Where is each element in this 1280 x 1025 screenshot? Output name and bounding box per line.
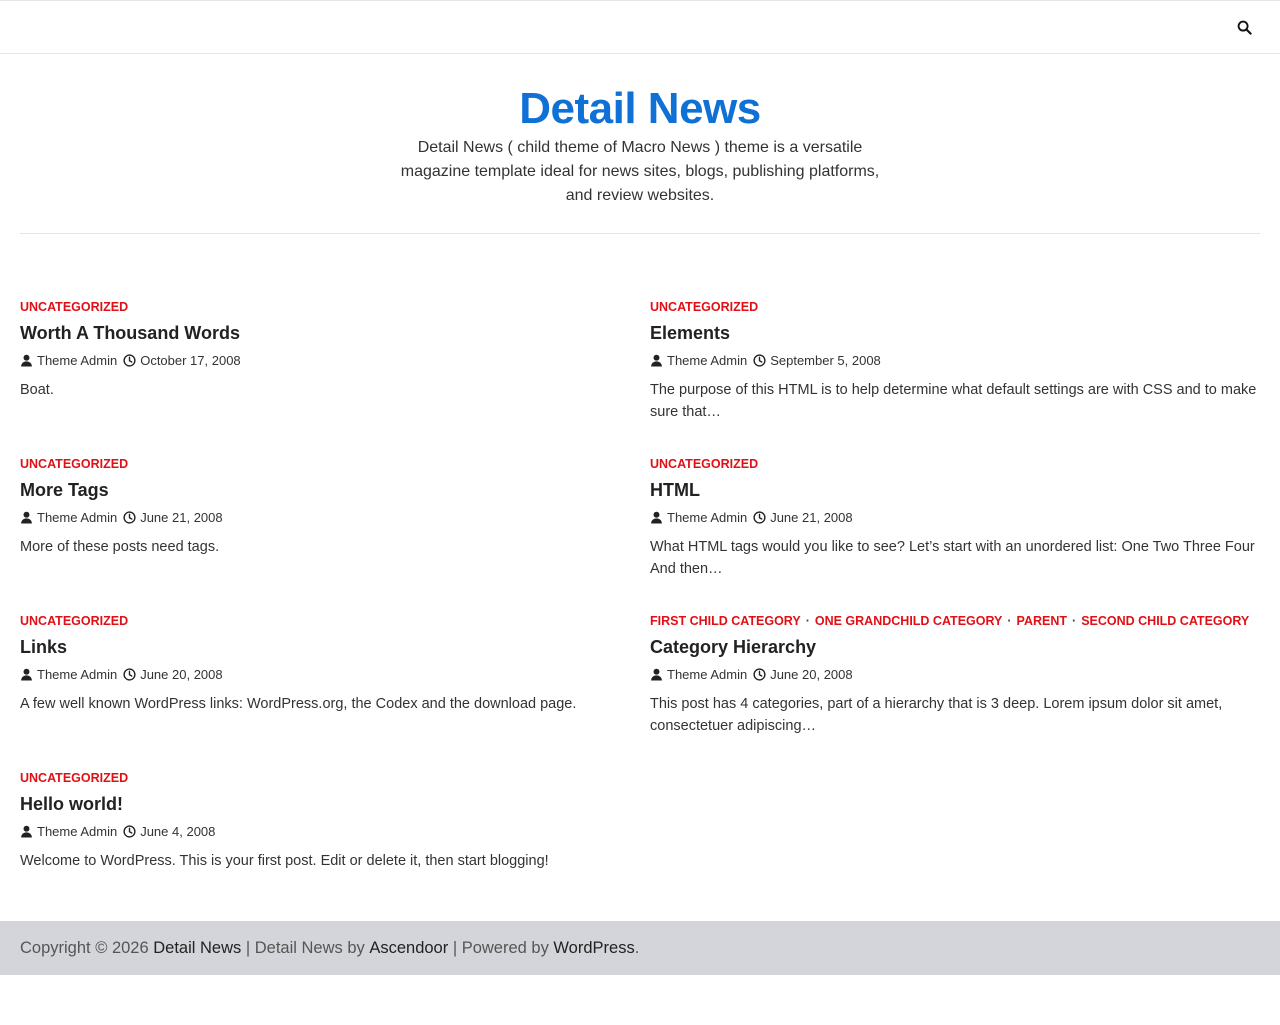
post-meta bbox=[20, 351, 630, 369]
clock-icon bbox=[123, 511, 136, 524]
post-title[interactable]: HTML bbox=[650, 480, 700, 500]
post-title[interactable]: Elements bbox=[650, 323, 731, 343]
site-footer bbox=[0, 921, 1280, 975]
post-card bbox=[20, 456, 630, 559]
post-categories bbox=[20, 456, 630, 472]
category-link[interactable]: PARENT bbox=[1016, 614, 1068, 628]
user-icon bbox=[650, 511, 663, 524]
post-card bbox=[650, 299, 1260, 423]
search-button[interactable] bbox=[1234, 17, 1254, 37]
category-separator: · bbox=[1072, 614, 1077, 628]
footer-wordpress-link[interactable]: WordPress bbox=[553, 938, 635, 957]
post-card bbox=[20, 770, 630, 873]
site-description: Detail News ( child theme of Macro News ) theme is a versatile magazine template ideal for news sites, blogs, publishing platforms, and review websites. bbox=[400, 139, 880, 204]
category-link[interactable]: UNCATEGORIZED bbox=[20, 457, 129, 471]
post-title[interactable]: Hello world! bbox=[20, 794, 123, 814]
post-card bbox=[650, 613, 1260, 737]
post-categories bbox=[650, 456, 1260, 472]
footer-author-link[interactable]: Ascendoor bbox=[369, 938, 449, 957]
clock-icon bbox=[753, 354, 766, 367]
post-date[interactable]: June 4, 2008 bbox=[140, 823, 216, 839]
copyright-text: Copyright © 2026 bbox=[20, 938, 154, 957]
category-link[interactable]: UNCATEGORIZED bbox=[20, 771, 129, 785]
post-date[interactable]: June 20, 2008 bbox=[140, 666, 223, 682]
user-icon bbox=[650, 668, 663, 681]
header-divider bbox=[20, 233, 1260, 234]
post-author[interactable]: Theme Admin bbox=[37, 352, 118, 368]
post-meta bbox=[650, 351, 1260, 369]
post-card bbox=[650, 456, 1260, 580]
post-title[interactable]: More Tags bbox=[20, 480, 109, 500]
clock-icon bbox=[123, 825, 136, 838]
footer-site-link[interactable]: Detail News bbox=[153, 938, 242, 957]
user-icon bbox=[20, 354, 33, 367]
post-card bbox=[20, 299, 630, 402]
category-link[interactable]: ONE GRANDCHILD CATEGORY bbox=[814, 614, 1003, 628]
user-icon bbox=[20, 825, 33, 838]
post-title[interactable]: Worth A Thousand Words bbox=[20, 323, 240, 343]
footer-suffix: . bbox=[634, 938, 640, 957]
post-excerpt: The purpose of this HTML is to help determine what default settings are with CSS and to make sure that… bbox=[650, 382, 1257, 420]
category-link[interactable]: UNCATEGORIZED bbox=[650, 300, 759, 314]
clock-icon bbox=[753, 511, 766, 524]
clock-icon bbox=[123, 668, 136, 681]
post-excerpt: A few well known WordPress links: WordPress.org, the Codex and the download page. bbox=[20, 696, 577, 712]
post-date[interactable]: October 17, 2008 bbox=[140, 352, 241, 368]
post-excerpt: Welcome to WordPress. This is your first post. Edit or delete it, then start blogging! bbox=[20, 853, 549, 869]
post-title[interactable]: Category Hierarchy bbox=[650, 637, 817, 657]
category-link[interactable]: UNCATEGORIZED bbox=[650, 457, 759, 471]
post-meta bbox=[20, 508, 630, 526]
user-icon bbox=[20, 511, 33, 524]
post-author[interactable]: Theme Admin bbox=[37, 666, 118, 682]
site-title[interactable]: Detail News bbox=[519, 84, 761, 133]
category-link[interactable]: FIRST CHILD CATEGORY bbox=[650, 614, 801, 628]
post-excerpt: More of these posts need tags. bbox=[20, 539, 220, 555]
post-meta bbox=[20, 822, 630, 840]
footer-theme-text: | Detail News by bbox=[241, 938, 370, 957]
post-excerpt: What HTML tags would you like to see? Let’s start with an unordered list: One Two Three Four And then… bbox=[650, 539, 1255, 577]
category-link[interactable]: UNCATEGORIZED bbox=[20, 614, 129, 628]
post-date[interactable]: September 5, 2008 bbox=[770, 352, 881, 368]
post-meta bbox=[20, 665, 630, 683]
category-separator: · bbox=[805, 614, 810, 628]
post-date[interactable]: June 20, 2008 bbox=[770, 666, 853, 682]
category-separator: · bbox=[1007, 614, 1012, 628]
post-categories bbox=[20, 770, 630, 786]
post-meta bbox=[650, 508, 1260, 526]
user-icon bbox=[20, 668, 33, 681]
post-author[interactable]: Theme Admin bbox=[667, 352, 748, 368]
category-link[interactable]: UNCATEGORIZED bbox=[20, 300, 129, 314]
post-date[interactable]: June 21, 2008 bbox=[140, 509, 223, 525]
post-author[interactable]: Theme Admin bbox=[37, 823, 118, 839]
category-link[interactable]: SECOND CHILD CATEGORY bbox=[1081, 614, 1250, 628]
post-card bbox=[20, 613, 630, 716]
user-icon bbox=[650, 354, 663, 367]
post-title[interactable]: Links bbox=[20, 637, 68, 657]
post-date[interactable]: June 21, 2008 bbox=[770, 509, 853, 525]
clock-icon bbox=[753, 668, 766, 681]
footer-powered-text: | Powered by bbox=[448, 938, 554, 957]
post-categories bbox=[650, 299, 1260, 315]
top-bar bbox=[0, 0, 1280, 54]
post-categories bbox=[20, 299, 630, 315]
post-author[interactable]: Theme Admin bbox=[667, 666, 748, 682]
post-excerpt: Boat. bbox=[20, 382, 54, 398]
clock-icon bbox=[123, 354, 136, 367]
post-excerpt: This post has 4 categories, part of a hierarchy that is 3 deep. Lorem ipsum dolor sit amet, consectetuer adipiscing… bbox=[650, 696, 1223, 734]
search-icon bbox=[1237, 20, 1252, 35]
post-categories bbox=[20, 613, 630, 629]
post-author[interactable]: Theme Admin bbox=[667, 509, 748, 525]
post-author[interactable]: Theme Admin bbox=[37, 509, 118, 525]
post-categories bbox=[650, 613, 1260, 629]
post-meta bbox=[650, 665, 1260, 683]
